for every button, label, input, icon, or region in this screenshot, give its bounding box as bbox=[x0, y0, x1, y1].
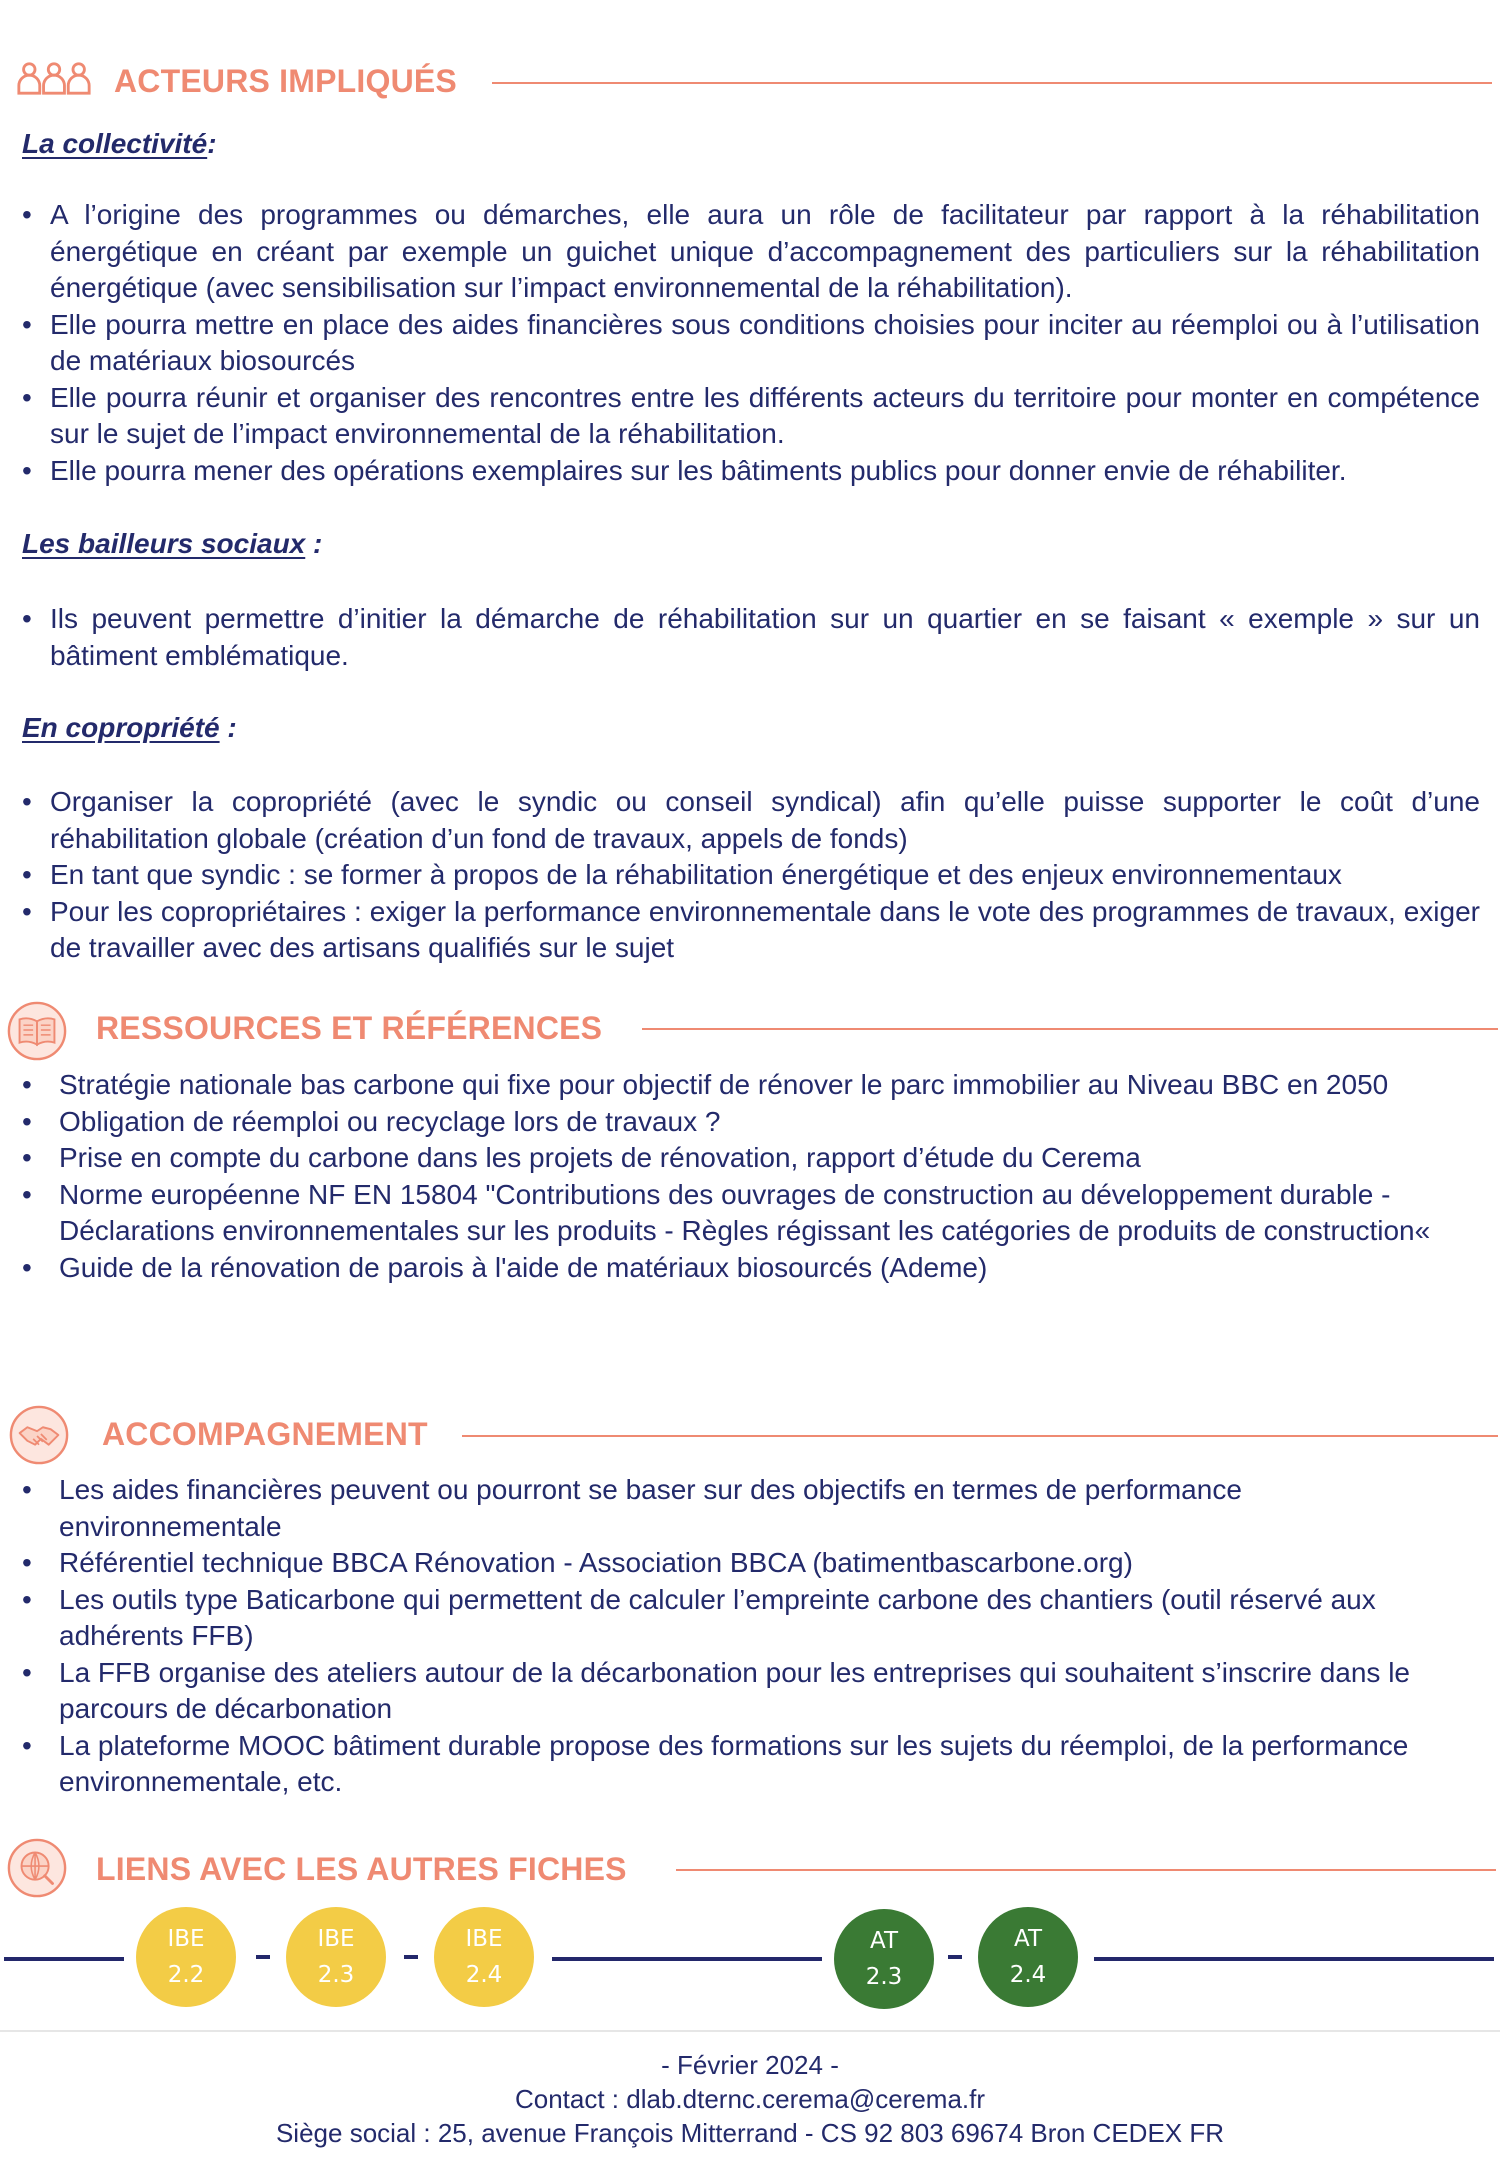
subheading-bailleurs bbox=[22, 528, 322, 560]
fiche-number: 2.3 bbox=[865, 1964, 903, 1990]
open-book-icon bbox=[6, 1000, 68, 1062]
connector-dash bbox=[404, 1955, 418, 1959]
list-item: • Ils peuvent permettre d’initier la démarche de réhabilitation sur un quartier en se faisant « exemple » sur un bâtiment emblématique. bbox=[22, 601, 1480, 674]
list-item: • Elle pourra mener des opérations exemplaires sur les bâtiments publics pour donner envie de réhabiliter. bbox=[22, 453, 1480, 490]
list-item: • Pour les copropriétaires : exiger la performance environnementale dans le vote des programmes de travaux, exiger de travailler avec des artisans qualifiés sur le sujet bbox=[22, 894, 1480, 967]
fiche-number: 2.4 bbox=[465, 1962, 503, 1988]
fiche-type: IBE bbox=[465, 1926, 503, 1952]
footer-contact: Contact : dlab.dternc.cerema@cerema.fr bbox=[514, 2084, 986, 2114]
connector-line bbox=[4, 1957, 124, 1961]
collectivite-list bbox=[22, 197, 1480, 489]
list-item bbox=[22, 1104, 1480, 1141]
list-item bbox=[22, 1067, 1480, 1104]
subheading-copropriete bbox=[22, 712, 237, 744]
footer-divider bbox=[0, 2030, 1500, 2032]
footer-address: Siège social : 25, avenue François Mitterrand - CS 92 803 69674 Bron CEDEX FR bbox=[275, 2118, 1225, 2148]
subheading-collectivite bbox=[22, 128, 217, 160]
list-item-text: • La plateforme MOOC bâtiment durable propose des formations sur les sujets du réemploi, de la performance environnementale, etc. bbox=[59, 1729, 1409, 1797]
globe-icon bbox=[6, 1837, 68, 1899]
list-item-text: • Guide de la rénovation de parois à l'aide de matériaux biosourcés (Ademe) bbox=[59, 1251, 988, 1283]
fiche-link-ibe-2-4[interactable] bbox=[434, 1907, 534, 2007]
list-item bbox=[22, 1728, 1480, 1801]
fiche-number: 2.2 bbox=[167, 1962, 205, 1988]
list-item-text: • Les aides financières peuvent ou pourront se baser sur des objectifs en termes de performance environnementale bbox=[59, 1474, 1242, 1542]
subheading-label: La collectivité bbox=[22, 128, 208, 159]
fiche-type: IBE bbox=[167, 1926, 205, 1952]
subheading-suffix: : bbox=[207, 128, 217, 159]
accompagnement-list bbox=[22, 1472, 1480, 1801]
list-item: • Organiser la copropriété (avec le syndic ou conseil syndical) afin qu’elle puisse supporter le coût d’une réhabilitation globale (création d’un fond de travaux, appels de fonds) bbox=[22, 784, 1480, 857]
list-item-text: • Prise en compte du carbone dans les projets de rénovation, rapport d’étude du Cerema bbox=[59, 1142, 1141, 1173]
bailleurs-list bbox=[22, 601, 1480, 674]
subheading-label: Les bailleurs sociaux bbox=[22, 528, 306, 559]
fiche-link-at-2-4[interactable] bbox=[978, 1907, 1078, 2007]
fiche-link-ibe-2-2[interactable] bbox=[136, 1907, 236, 2007]
fiche-link-ibe-2-3[interactable] bbox=[286, 1907, 386, 2007]
subheading-suffix: : bbox=[313, 528, 323, 559]
list-item-text: • Obligation de réemploi ou recyclage lors de travaux ? bbox=[59, 1105, 721, 1137]
footer-date: - Février 2024 - bbox=[661, 2050, 839, 2080]
connector-dash bbox=[948, 1955, 962, 1959]
section-title: RESSOURCES ET RÉFÉRENCES bbox=[96, 1010, 603, 1046]
section-divider bbox=[676, 1869, 1496, 1871]
list-item-text: • La FFB organise des ateliers autour de la décarbonation pour les entreprises qui souhaitent s’inscrire dans le parcours de décarbonation bbox=[59, 1656, 1410, 1724]
fiche-type: IBE bbox=[317, 1926, 355, 1952]
connector-line bbox=[552, 1957, 822, 1961]
section-title: LIENS AVEC LES AUTRES FICHES bbox=[96, 1851, 627, 1887]
connector-dash bbox=[256, 1955, 270, 1959]
list-item-text: • Référentiel technique BBCA Rénovation - Association BBCA (batimentbascarbone.org) bbox=[59, 1547, 1133, 1578]
fiche-number: 2.3 bbox=[317, 1962, 355, 1988]
subheading-label: En copropriété bbox=[22, 712, 220, 743]
section-divider bbox=[462, 1435, 1498, 1437]
section-divider bbox=[492, 82, 1492, 84]
list-item bbox=[22, 1250, 1480, 1287]
list-item bbox=[22, 1472, 1480, 1545]
list-item: • A l’origine des programmes ou démarches, elle aura un rôle de facilitateur par rapport à la réhabilitation énergétique en créant par exemple un guichet unique d’accompagnement des particuliers sur la réhabilitation énergétique (avec sensibilisation sur l’impact environnemental de la réhabilitation). bbox=[22, 197, 1480, 307]
list-item: • Elle pourra réunir et organiser des rencontres entre les différents acteurs du territoire pour monter en compétence sur le sujet de l’impact environnemental de la réhabilitation. bbox=[22, 380, 1480, 453]
list-item: • En tant que syndic : se former à propos de la réhabilitation énergétique et des enjeux environnementaux bbox=[22, 857, 1480, 894]
handshake-icon bbox=[8, 1404, 70, 1466]
section-title: ACTEURS IMPLIQUÉS bbox=[114, 63, 457, 99]
list-item-text: • Les outils type Baticarbone qui permettent de calculer l’empreinte carbone des chantiers (outil réservé aux adhérents FFB) bbox=[59, 1583, 1376, 1651]
list-item: • Elle pourra mettre en place des aides financières sous conditions choisies pour inciter au réemploi ou à l’utilisation de matériaux biosourcés bbox=[22, 307, 1480, 380]
list-item bbox=[22, 1140, 1480, 1177]
ressources-list bbox=[22, 1067, 1480, 1286]
subheading-suffix: : bbox=[227, 712, 237, 743]
list-item-text: • Norme européenne NF EN 15804 "Contributions des ouvrages de construction au développement durable - Déclarations environnementales sur les produits - Règles régissant les catégories de produits de construction« bbox=[59, 1178, 1431, 1246]
list-item bbox=[22, 1582, 1480, 1655]
section-acteurs-header bbox=[0, 43, 1500, 113]
list-item-text: • Stratégie nationale bas carbone qui fixe pour objectif de rénover le parc immobilier au Niveau BBC en 2050 bbox=[59, 1069, 1389, 1100]
section-accompagnement-header bbox=[0, 1396, 1500, 1466]
fiche-link-at-2-3[interactable] bbox=[834, 1909, 934, 2009]
connector-line bbox=[1094, 1957, 1494, 1961]
fiche-type: AT bbox=[870, 1928, 898, 1954]
people-group-icon bbox=[16, 59, 92, 97]
copropriete-list bbox=[22, 784, 1480, 967]
section-divider bbox=[642, 1028, 1498, 1030]
list-item bbox=[22, 1655, 1480, 1728]
section-title: ACCOMPAGNEMENT bbox=[102, 1416, 428, 1452]
list-item bbox=[22, 1545, 1480, 1582]
section-ressources-header bbox=[0, 992, 1500, 1062]
section-liens-header bbox=[0, 1829, 1500, 1899]
fiche-number: 2.4 bbox=[1009, 1962, 1047, 1988]
fiche-type: AT bbox=[1014, 1926, 1042, 1952]
fiches-links-row bbox=[0, 1898, 1500, 2018]
list-item bbox=[22, 1177, 1480, 1250]
